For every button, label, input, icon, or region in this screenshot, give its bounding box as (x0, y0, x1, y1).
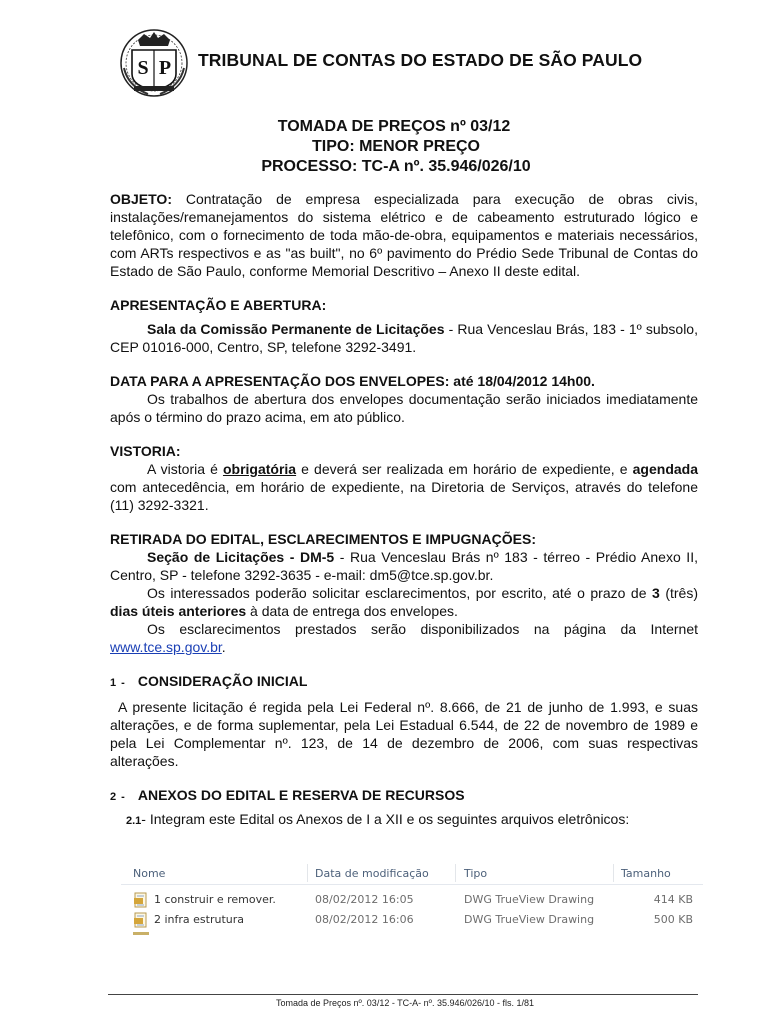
document-body (110, 190, 698, 830)
apresentacao-paragraph (110, 320, 698, 356)
column-date[interactable]: Data de modificação (315, 867, 429, 880)
retirada-heading: RETIRADA DO EDITAL, ESCLARECIMENTOS E IMPUGNAÇÕES: (110, 531, 536, 547)
retirada-internet-paragraph (110, 620, 698, 656)
vistoria-text-1: A vistoria é (147, 461, 223, 477)
retirada-esclarecimentos-paragraph (110, 584, 698, 620)
svg-text:S: S (137, 57, 149, 79)
file-date: 08/02/2012 16:05 (315, 893, 414, 906)
esclarecimentos-text-1: Os interessados poderão solicitar esclarecimentos, por escrito, até o prazo de (147, 585, 653, 601)
file-name: 1 construir e remover. (154, 893, 276, 906)
file-list-header (121, 862, 703, 885)
file-list-screenshot (121, 862, 703, 936)
esclarecimentos-dias-uteis: dias úteis anteriores (110, 603, 247, 619)
internet-text: Os esclarecimentos prestados serão disponibilizados na página da Internet (147, 621, 698, 637)
vistoria-obrigatoria: obrigatória (222, 461, 297, 477)
file-row[interactable] (121, 890, 703, 910)
section-2-title: ANEXOS DO EDITAL E RESERVA DE RECURSOS (137, 787, 465, 803)
vistoria-paragraph (110, 460, 698, 514)
tender-type: TIPO: MENOR PREÇO (311, 138, 480, 155)
column-type[interactable]: Tipo (464, 867, 488, 880)
apresentacao-address: - Rua Venceslau Brás, 183 - 1º subsolo, CEP 01016-000, Centro, SP, telefone 3292-3491. (110, 321, 698, 355)
section-2-heading (110, 786, 698, 806)
tce-website-link[interactable]: www.tce.sp.gov.br (110, 639, 222, 655)
file-date: 08/02/2012 16:06 (315, 913, 414, 926)
objeto-label: OBJETO: (110, 191, 172, 207)
apresentacao-place: Sala da Comissão Permanente de Licitações (147, 321, 445, 337)
document-titles (0, 117, 770, 177)
section-2-1-number: 2.1 (126, 815, 142, 827)
file-type: DWG TrueView Drawing (464, 893, 595, 906)
vistoria-text-3: com antecedência, em horário de expediente, na Diretoria de Serviços, através do telefone (11) 3292-3321. (110, 479, 698, 513)
dwg-file-icon (133, 912, 149, 928)
sao-paulo-seal-icon (118, 28, 190, 98)
envelopes-heading: DATA PARA A APRESENTAÇÃO DOS ENVELOPES: até 18/04/2012 14h00. (110, 373, 595, 389)
section-2-1-line (110, 810, 698, 830)
column-name[interactable]: Nome (133, 867, 166, 880)
secao-licitacoes: Seção de Licitações - DM-5 (147, 549, 335, 565)
page-footer: Tomada de Preços nº. 03/12 - TC-A- nº. 35.946/026/10 - fls. 1/81 (275, 998, 535, 1008)
vistoria-agendada: agendada (632, 461, 698, 477)
partial-file-icon (133, 932, 149, 935)
esclarecimentos-days: 3 (652, 585, 660, 601)
objeto-text: Contratação de empresa especializada para execução de obras civis, instalações/remanejamentos do sistema elétrico e de cabeamento estruturado lógico e telefônico, com o fornecimento de toda mão-de-obra, equipamentos e materiais necessários, com ARTs respectivos e as "as built", no 6º pavimento do Prédio Sede Tribunal de Contas do Estado de São Paulo, conforme Memorial Descritivo – Anexo II deste edital. (110, 191, 698, 279)
vistoria-heading: VISTORIA: (110, 443, 181, 459)
file-type: DWG TrueView Drawing (464, 913, 595, 926)
column-size[interactable]: Tamanho (621, 867, 671, 880)
internet-text-end: . (221, 639, 226, 655)
esclarecimentos-text-2: (três) (659, 585, 698, 601)
objeto-paragraph (110, 190, 698, 280)
section-1-number: 1 - (110, 677, 126, 689)
file-row[interactable] (121, 910, 703, 930)
file-size: 500 KB (653, 913, 693, 926)
file-size: 414 KB (653, 893, 693, 906)
letterhead (118, 28, 698, 98)
process-number: PROCESSO: TC-A nº. 35.946/026/10 (261, 158, 531, 175)
footer-divider (108, 994, 698, 995)
section-1-title: CONSIDERAÇÃO INICIAL (137, 673, 308, 689)
retirada-secao-paragraph (110, 548, 698, 584)
vistoria-text-2: e deverá ser realizada em horário de expediente, e (296, 461, 633, 477)
section-2-number: 2 - (110, 791, 126, 803)
file-name: 2 infra estrutura (154, 913, 245, 926)
apresentacao-heading: APRESENTAÇÃO E ABERTURA: (110, 297, 327, 313)
section-2-1-text: - Integram este Edital os Anexos de I a XII e os seguintes arquivos eletrônicos: (141, 811, 630, 827)
esclarecimentos-text-3: à data de entrega dos envelopes. (246, 603, 458, 619)
envelopes-paragraph: Os trabalhos de abertura dos envelopes documentação serão iniciados imediatamente após o término do prazo acima, em ato público. (110, 391, 698, 425)
section-1-paragraph: A presente licitação é regida pela Lei Federal nº. 8.666, de 21 de junho de 1.993, e suas alterações, e de forma suplementar, pela Lei Estadual 6.544, de 22 de novembro de 1989 e pela Lei Complementar nº. 123, de 14 de dezembro de 2006, com suas respectivas alterações. (110, 699, 698, 769)
tender-title: TOMADA DE PREÇOS nº 03/12 (277, 118, 511, 135)
section-1-heading (110, 672, 698, 692)
dwg-file-icon (133, 892, 149, 908)
secao-address: - Rua Venceslau Brás nº 183 - térreo - Prédio Anexo II, Centro, SP - telefone 3292-3635 - e-mail: dm5@tce.sp.gov.br. (110, 549, 698, 583)
court-name: TRIBUNAL DE CONTAS DO ESTADO DE SÃO PAULO (198, 50, 643, 70)
svg-text:P: P (158, 57, 172, 79)
